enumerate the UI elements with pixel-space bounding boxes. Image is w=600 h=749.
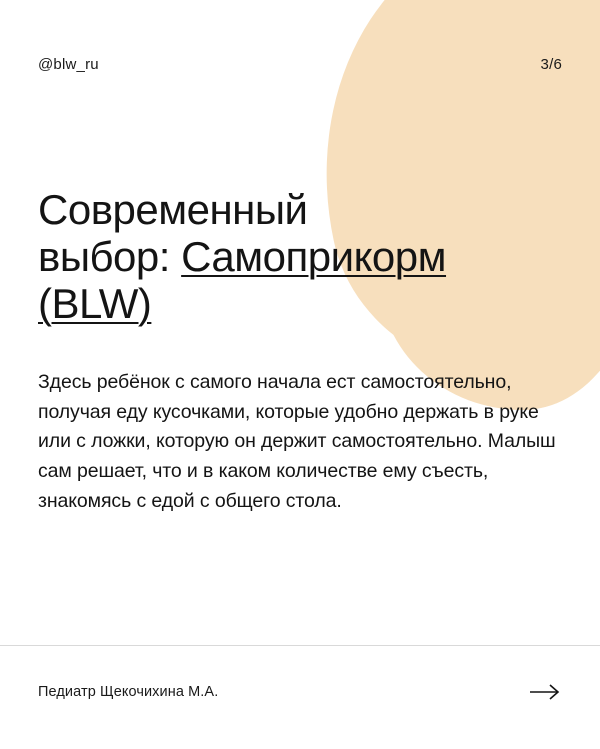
body-block <box>38 368 560 516</box>
title-line-2-underlined: Самоприкорм <box>181 233 447 281</box>
account-handle: @blw_ru <box>38 56 99 73</box>
page-title <box>38 186 582 327</box>
slide-footer <box>38 681 562 703</box>
page-counter: 3/6 <box>540 56 562 73</box>
title-line-2-prefix: выбор: <box>38 233 182 281</box>
slide-header <box>38 56 562 73</box>
title-line-3-underlined: (BLW) <box>38 280 152 328</box>
title-block <box>38 186 582 327</box>
body-paragraph: Здесь ребёнок с самого начала ест самостоятельно, получая еду кусочками, которые удобно держать в руке или с ложки, которую он держит самостоятельно. Малыш сам решает, что и в каком количестве ему съесть, знакомясь с едой с общего стола. <box>38 371 556 512</box>
title-line-1: Современный <box>38 186 308 233</box>
footer-divider <box>0 645 600 646</box>
arrow-right-icon[interactable] <box>528 681 562 703</box>
author-credit: Педиатр Щекочихина М.А. <box>38 684 219 700</box>
